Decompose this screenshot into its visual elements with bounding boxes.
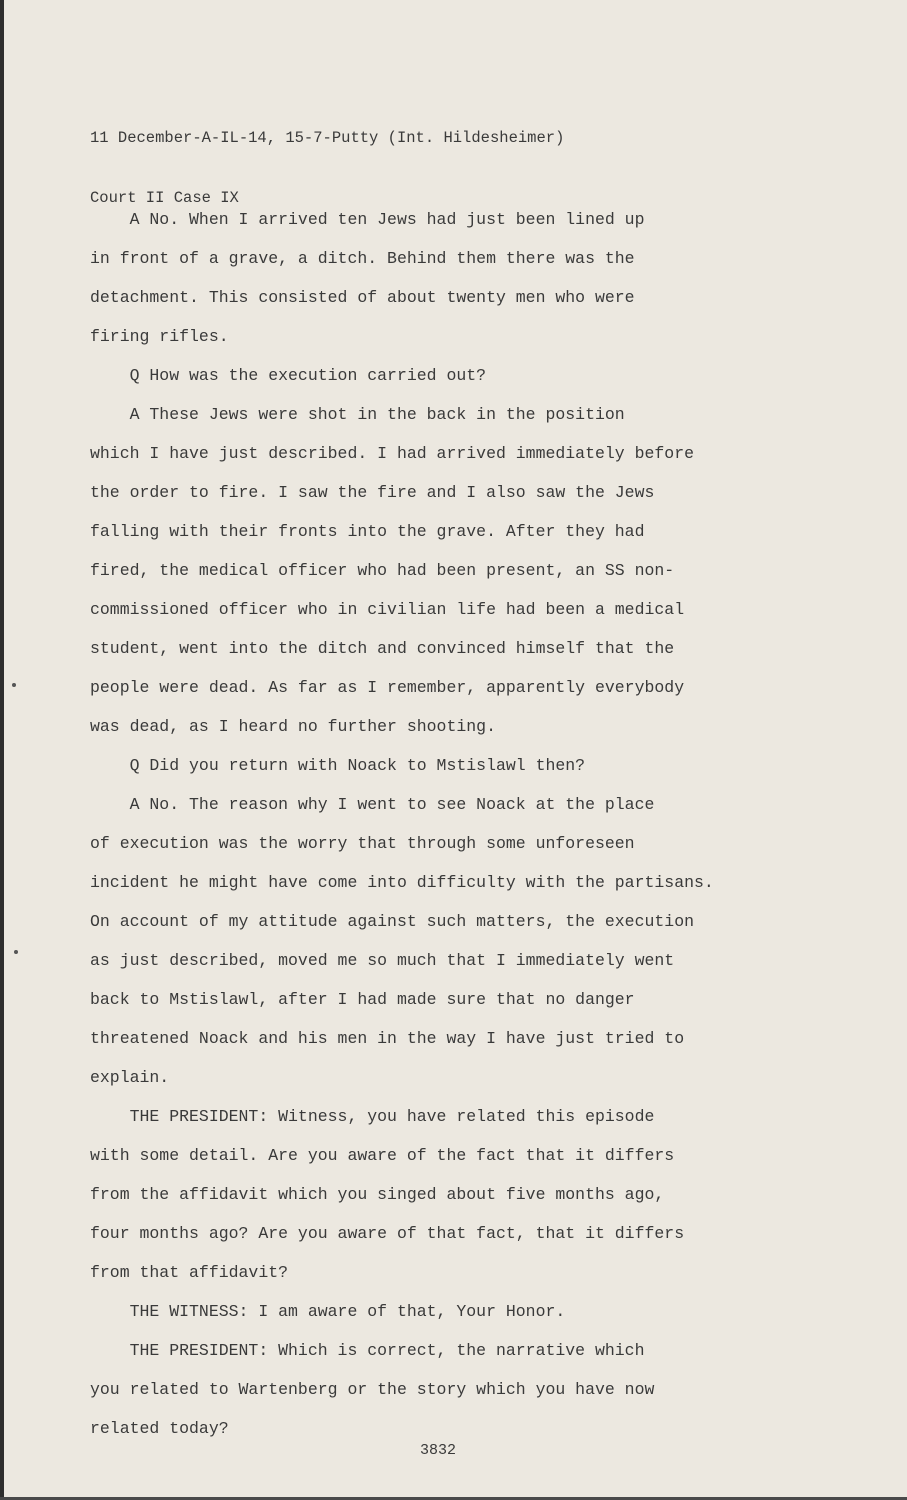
- transcript-line: four months ago? Are you aware of that fact, that it differs: [90, 1224, 685, 1243]
- margin-mark: [14, 950, 18, 954]
- transcript-line: threatened Noack and his men in the way I have just tried to: [90, 1029, 685, 1048]
- transcript-line: was dead, as I heard no further shooting.: [90, 717, 496, 736]
- transcript-line: you related to Wartenberg or the story which you have now: [90, 1380, 655, 1399]
- transcript-line: incident he might have come into difficulty with the partisans.: [90, 873, 714, 892]
- transcript-line: fired, the medical officer who had been present, an SS non-: [90, 561, 675, 580]
- transcript-line: A No. The reason why I went to see Noack at the place: [90, 795, 655, 814]
- transcript-line: detachment. This consisted of about twenty men who were: [90, 288, 635, 307]
- transcript-line: related today?: [90, 1419, 229, 1438]
- transcript-line: commissioned officer who in civilian life had been a medical: [90, 600, 685, 619]
- transcript-line: in front of a grave, a ditch. Behind them there was the: [90, 249, 635, 268]
- transcript-line: falling with their fronts into the grave. After they had: [90, 522, 645, 541]
- transcript-line: student, went into the ditch and convinced himself that the: [90, 639, 675, 658]
- page-number: 3832: [420, 1442, 457, 1459]
- transcript-line: the order to fire. I saw the fire and I also saw the Jews: [90, 483, 655, 502]
- transcript-line: Q Did you return with Noack to Mstislawl then?: [90, 756, 586, 775]
- header-line-2: Court II Case IX: [90, 189, 239, 207]
- transcript-line: from the affidavit which you singed about five months ago,: [90, 1185, 665, 1204]
- transcript-line: THE PRESIDENT: Which is correct, the narrative which: [90, 1341, 645, 1360]
- transcript-line: THE PRESIDENT: Witness, you have related this episode: [90, 1107, 655, 1126]
- transcript-line: Q How was the execution carried out?: [90, 366, 487, 385]
- transcript-line: with some detail. Are you aware of the fact that it differs: [90, 1146, 675, 1165]
- transcript-line: THE WITNESS: I am aware of that, Your Honor.: [90, 1302, 566, 1321]
- transcript-line: On account of my attitude against such matters, the execution: [90, 912, 694, 931]
- transcript-line: explain.: [90, 1068, 170, 1087]
- transcript-line: of execution was the worry that through some unforeseen: [90, 834, 635, 853]
- transcript-line: firing rifles.: [90, 327, 229, 346]
- transcript-line: which I have just described. I had arrived immediately before: [90, 444, 694, 463]
- transcript-line: back to Mstislawl, after I had made sure that no danger: [90, 990, 635, 1009]
- transcript-line: people were dead. As far as I remember, apparently everybody: [90, 678, 685, 697]
- transcript-line: as just described, moved me so much that I immediately went: [90, 951, 675, 970]
- transcript-line: from that affidavit?: [90, 1263, 289, 1282]
- page-left-edge: [0, 0, 4, 1500]
- transcript-line: A No. When I arrived ten Jews had just been lined up: [90, 210, 645, 229]
- margin-mark: [12, 683, 16, 687]
- transcript-body: [90, 200, 820, 1448]
- header-line-1: 11 December-A-IL-14, 15-7-Putty (Int. Hildesheimer): [90, 129, 565, 147]
- transcript-line: A These Jews were shot in the back in the position: [90, 405, 625, 424]
